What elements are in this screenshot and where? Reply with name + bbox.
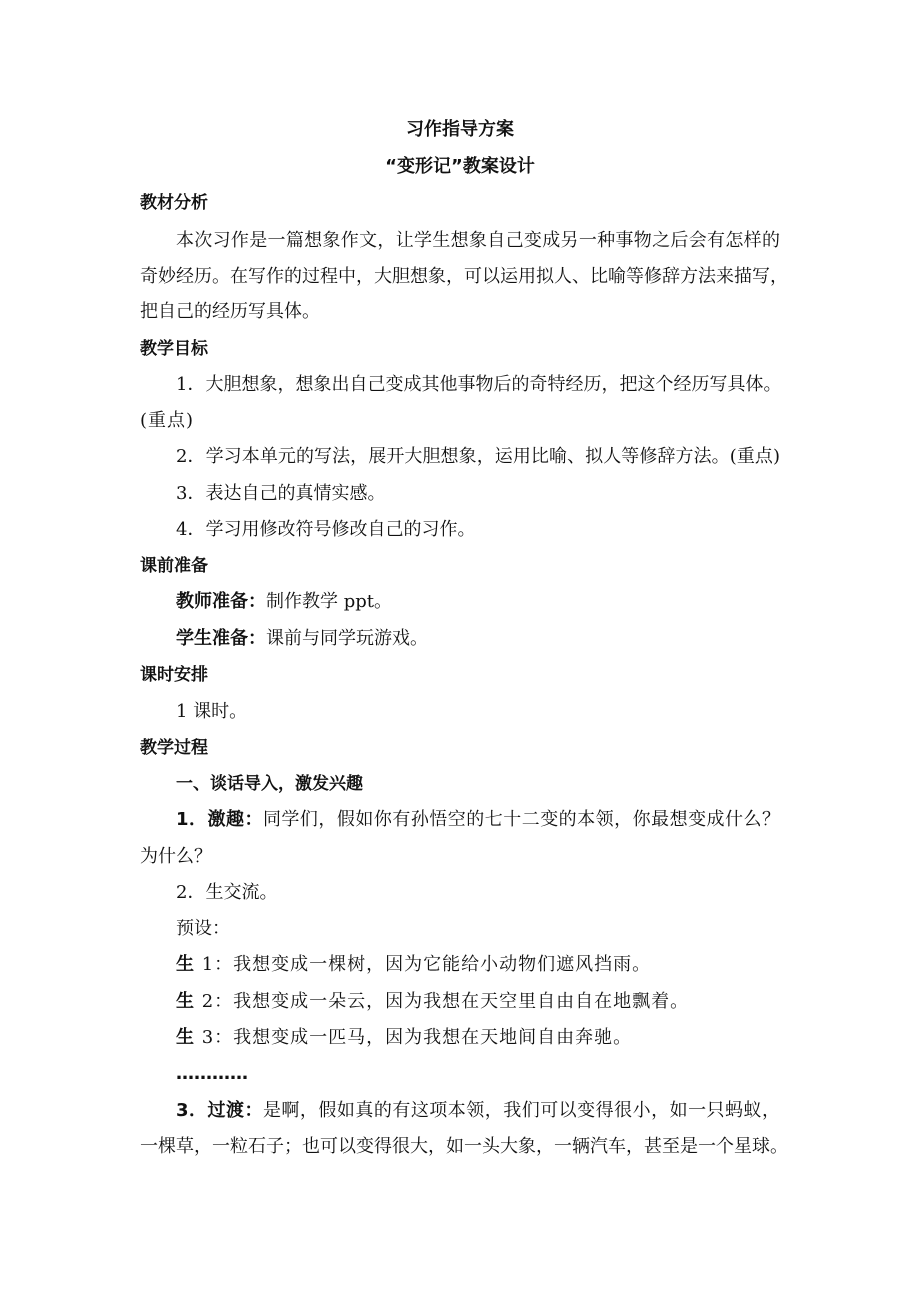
s1-text: 1：我想变成一棵树，因为它能给小动物们遮风挡雨。 [195,954,652,975]
p1-label: 1．激趣： [176,809,263,830]
process-p1 [176,808,780,832]
goal-item-4: 4．学习用修改符号修改自己的习作。 [176,519,476,540]
process-preset: 预设： [176,918,230,939]
prep-teacher-text: 制作教学 ppt。 [266,591,392,612]
analysis-line-3: 把自己的经历写具体。 [140,301,320,322]
s2-text: 2：我想变成一朵云，因为我想在天空里自由自在地飘着。 [195,991,690,1012]
step-1-title: 一、谈话导入，激发兴趣 [176,774,363,794]
document-title: 习作指导方案 [406,119,514,140]
heading-schedule: 课时安排 [140,665,208,685]
student-answer-3 [176,1026,632,1050]
prep-student [176,627,428,651]
process-p1-cont: 为什么？ [140,846,212,867]
p1-text: 同学们，假如你有孙悟空的七十二变的本领，你最想变成什么？ [262,809,781,830]
process-p3-cont: 一棵草，一粒石子；也可以变得很大，如一头大象，一辆汽车，甚至是一个星球。 [140,1136,788,1157]
process-p3 [176,1099,780,1123]
p3-text: 是啊，假如真的有这项本领，我们可以变得很小，如一只蚂蚁， [262,1100,781,1121]
heading-process: 教学过程 [140,738,208,758]
heading-prep: 课前准备 [140,556,208,576]
s1-label: 生 [176,954,195,975]
student-answer-2 [176,990,689,1014]
prep-student-label: 学生准备： [176,628,266,649]
goal-item-3: 3．表达自己的真情实感。 [176,483,386,504]
heading-goals: 教学目标 [140,339,208,359]
s2-label: 生 [176,991,195,1012]
analysis-line-2: 奇妙经历。在写作的过程中，大胆想象，可以运用拟人、比喻等修辞方法来描写， [140,266,788,287]
prep-teacher [176,590,392,614]
s3-text: 3：我想变成一匹马，因为我想在天地间自由奔驰。 [195,1027,633,1048]
document-subtitle: “变形记”教案设计 [385,156,535,177]
process-p2: 2．生交流。 [176,882,278,903]
schedule-text: 1 课时。 [176,701,248,722]
analysis-line-1: 本次习作是一篇想象作文，让学生想象自己变成另一种事物之后会有怎样的 [176,230,780,251]
prep-student-text: 课前与同学玩游戏。 [266,628,428,649]
student-answer-1 [176,953,651,977]
s3-label: 生 [176,1027,195,1048]
ellipsis: ………… [176,1063,248,1084]
prep-teacher-label: 教师准备： [176,591,266,612]
goal-item-1: 1．大胆想象，想象出自己变成其他事物后的奇特经历，把这个经历写具体。 [176,374,782,395]
goal-item-2: 2．学习本单元的写法，展开大胆想象，运用比喻、拟人等修辞方法。(重点) [176,446,780,467]
p3-label: 3．过渡： [176,1100,263,1121]
goal-item-1-note: (重点) [140,410,195,431]
heading-analysis: 教材分析 [140,193,208,213]
